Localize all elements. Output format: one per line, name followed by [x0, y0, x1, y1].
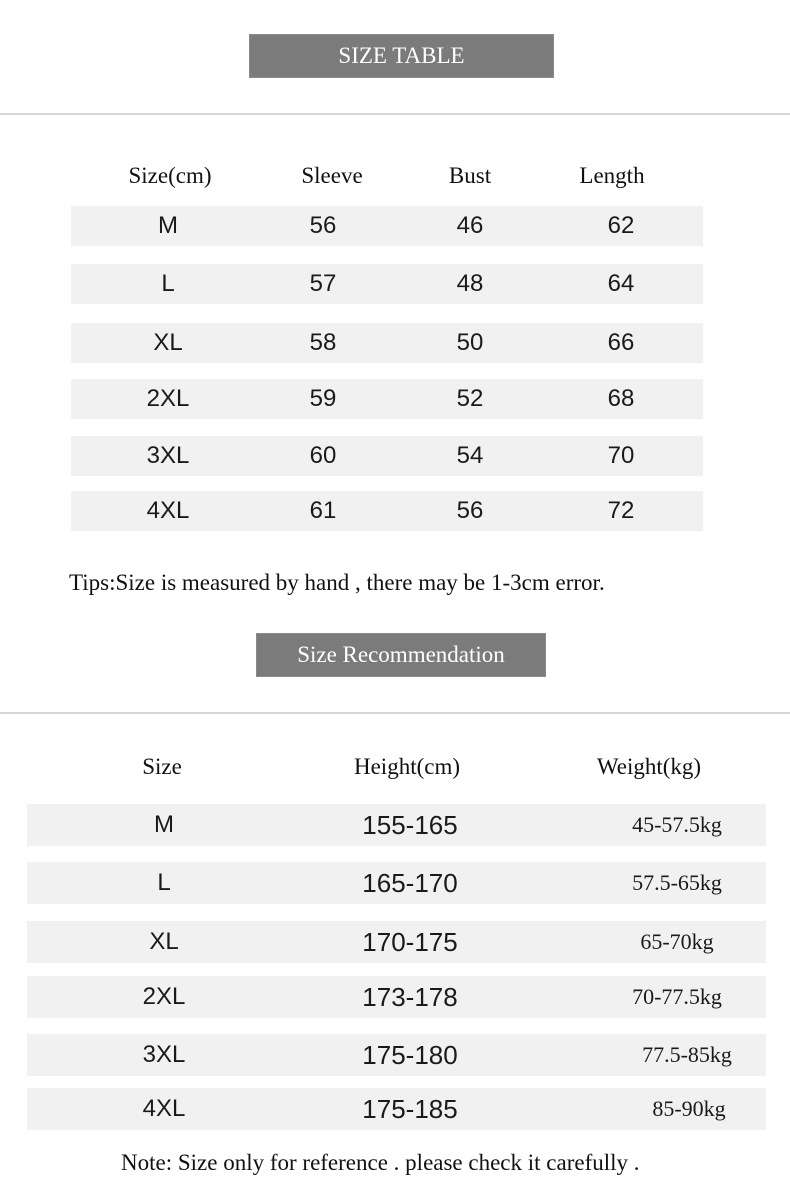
- section-divider: [0, 712, 790, 714]
- weight-cell: 85-90kg: [652, 1096, 726, 1121]
- size-table-header-bust: Bust: [448, 163, 492, 188]
- size-table-row: [71, 436, 703, 476]
- size-cell: XL: [149, 928, 179, 955]
- height-cell: 173-178: [362, 981, 458, 1012]
- recommendation-row: [27, 804, 766, 846]
- weight-cell: 57.5-65kg: [632, 870, 722, 895]
- sleeve-cell: 60: [309, 442, 337, 469]
- length-cell: 68: [607, 385, 635, 412]
- sleeve-cell: 59: [309, 385, 337, 412]
- size-table-banner: SIZE TABLE: [249, 34, 554, 78]
- height-cell: 165-170: [362, 867, 458, 898]
- size-recommendation-banner: Size Recommendation: [256, 633, 546, 677]
- length-cell: 64: [607, 270, 635, 297]
- size-note: Note: Size only for reference . please check it carefully .: [121, 1150, 640, 1175]
- size-cell: 2XL: [142, 983, 186, 1010]
- bust-cell: 48: [456, 270, 484, 297]
- size-table-row: [71, 491, 703, 531]
- recommendation-header-size: Size: [142, 754, 182, 779]
- sleeve-cell: 61: [309, 497, 337, 524]
- length-cell: 62: [607, 212, 635, 239]
- recommendation-row: [27, 862, 766, 904]
- size-table-row: [71, 206, 703, 246]
- sleeve-cell: 57: [309, 270, 337, 297]
- size-tip: Tips:Size is measured by hand , there may be 1-3cm error.: [69, 570, 605, 595]
- recommendation-header-height: Height(cm): [353, 754, 460, 779]
- recommendation-header-weight: Weight(kg): [596, 754, 702, 779]
- size-cell: 2XL: [146, 385, 190, 412]
- size-cell: XL: [153, 329, 183, 356]
- height-cell: 170-175: [362, 926, 458, 957]
- bust-cell: 46: [456, 212, 484, 239]
- size-table-header-sleeve: Sleeve: [301, 163, 363, 188]
- size-cell: M: [158, 212, 178, 239]
- length-cell: 70: [607, 442, 635, 469]
- height-cell: 175-185: [362, 1093, 458, 1124]
- size-cell: 4XL: [142, 1095, 186, 1122]
- height-cell: 175-180: [362, 1039, 458, 1070]
- size-table-row: [71, 264, 703, 304]
- recommendation-row: [27, 921, 766, 963]
- bust-cell: 56: [456, 497, 484, 524]
- recommendation-row: [27, 1034, 766, 1076]
- length-cell: 72: [607, 497, 635, 524]
- size-cell: M: [154, 811, 174, 838]
- sleeve-cell: 58: [309, 329, 337, 356]
- weight-cell: 77.5-85kg: [642, 1042, 732, 1067]
- bust-cell: 52: [456, 385, 484, 412]
- recommendation-row: [27, 1088, 766, 1130]
- size-table-header-length: Length: [579, 163, 645, 188]
- weight-cell: 45-57.5kg: [632, 812, 722, 837]
- size-table-row: [71, 323, 703, 363]
- size-cell: 3XL: [146, 442, 190, 469]
- recommendation-row: [27, 976, 766, 1018]
- bust-cell: 54: [456, 442, 484, 469]
- sleeve-cell: 56: [309, 212, 337, 239]
- bust-cell: 50: [456, 329, 484, 356]
- size-cell: 3XL: [142, 1041, 186, 1068]
- size-cell: L: [157, 869, 171, 896]
- size-cell: L: [161, 270, 175, 297]
- height-cell: 155-165: [362, 809, 458, 840]
- section-divider: [0, 113, 790, 115]
- size-cell: 4XL: [146, 497, 190, 524]
- size-table-header-size: Size(cm): [128, 163, 212, 188]
- weight-cell: 70-77.5kg: [632, 984, 722, 1009]
- weight-cell: 65-70kg: [640, 929, 714, 954]
- size-table-row: [71, 379, 703, 419]
- length-cell: 66: [607, 329, 635, 356]
